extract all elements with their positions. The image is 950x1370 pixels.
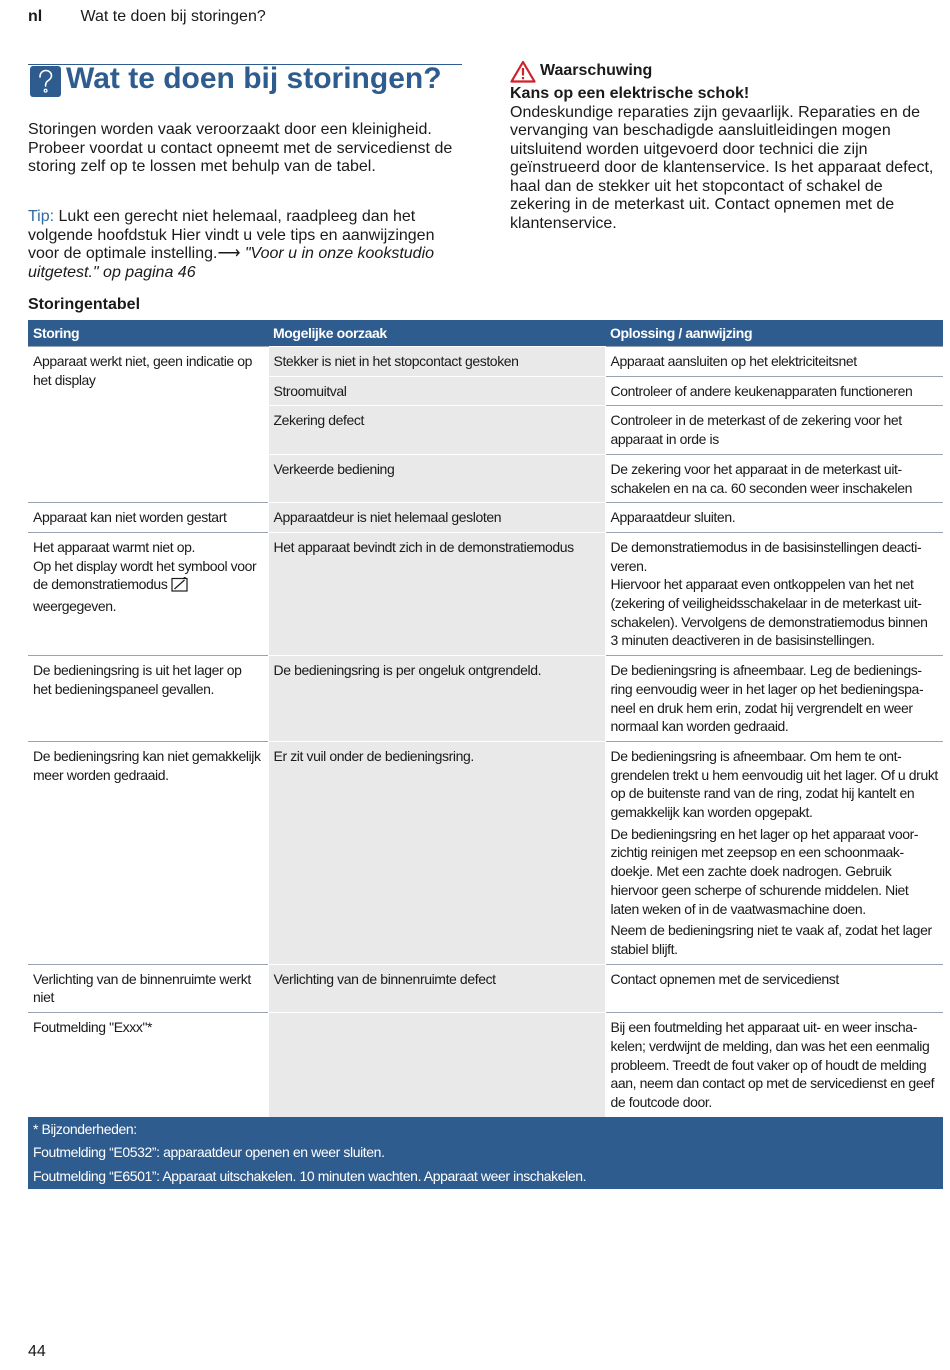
- solution-cell: Apparaat aansluiten op het elektriciteitsnet: [605, 347, 943, 377]
- demo-mode-icon: [171, 577, 188, 597]
- header-section-title: Wat te doen bij storingen?: [80, 8, 266, 25]
- warning-triangle-icon: [510, 60, 536, 83]
- fault-line: Het apparaat warmt niet op.: [33, 538, 195, 555]
- solution-paragraph: Hiervoor het apparaat even ontkoppelen van het net (zekering of veiligheidsschakelaar in de meterkast uitschakelen). Vervolgens de demonstratiemodus binnen 3 minuten deactiveren in de basisinstellingen.: [610, 576, 928, 649]
- column-header-fault: Storing: [28, 320, 268, 347]
- solution-paragraph: Neem de bedieningsring niet te vaak af, zodat het lager stabiel blijft.: [610, 922, 932, 957]
- fault-cell: Apparaat werkt niet, geen indicatie op het display: [28, 347, 268, 503]
- solution-cell: [605, 532, 943, 655]
- tip-text: Lukt een gerecht niet helemaal, raadpleeg dan het volgende hoofdstuk Hier vindt u vele tips en aanwijzingen voor de optimale instelling.: [28, 208, 435, 262]
- solution-cell: [605, 741, 943, 964]
- fault-cell: Verlichting van de binnenruimte werkt niet: [28, 964, 268, 1012]
- solution-cell: Controleer in de meterkast of de zekering voor het apparaat in orde is: [605, 406, 943, 454]
- table-row: [28, 741, 943, 964]
- cause-cell: [268, 1013, 605, 1117]
- fault-cell: De bedieningsring kan niet gemakkelijk meer worden gedraaid.: [28, 741, 268, 964]
- solution-cell: Contact opnemen met de servicedienst: [605, 964, 943, 1012]
- solution-cell: Apparaatdeur sluiten.: [605, 503, 943, 533]
- cause-cell: Zekering defect: [268, 406, 605, 454]
- fault-cell: Apparaat kan niet worden gestart: [28, 503, 268, 533]
- cause-cell: Stekker is niet in het stopcontact gestoken: [268, 347, 605, 377]
- table-title: Storingentabel: [28, 296, 141, 313]
- solution-paragraph: De bedieningsring en het lager op het apparaat voorzichtig reinigen met zeepsop en een schoonmaakdoekje. Met een zachte doek nadrogen. Gebruik hiervoor geen scherpe of schurende middelen. Niet laten weken of in de vaatwasmachine doen.: [610, 825, 919, 917]
- solution-cell: De bedieningsring is afneembaar. Leg de bedieningsring eenvoudig weer in het lager op het bedieningspaneel en druk hem erin, zodat hij vergrendelt en weer normaal kan worden gedraaid.: [605, 656, 943, 742]
- page-number: 44: [28, 1343, 46, 1360]
- solution-cell: Bij een foutmelding het apparaat uit- en weer inschakelen; verdwijnt de melding, dan was het een eenmalig probleem. Treedt de fout vaker op of houdt de melding aan, neem dan contact op met de servicedienst en geef de foutcode door.: [605, 1013, 943, 1117]
- cause-cell: Stroomuitval: [268, 376, 605, 406]
- cause-cell: Het apparaat bevindt zich in de demonstratiemodus: [268, 532, 605, 655]
- table-footnote-row: [28, 1117, 943, 1189]
- column-header-solution: Oplossing / aanwijzing: [605, 320, 943, 347]
- solution-paragraph: De demonstratiemodus in de basisinstellingen deactiveren.: [610, 538, 922, 574]
- language-code: nl: [28, 8, 43, 25]
- fault-line: Op het display wordt het symbool voor de demonstratiemodus weergegeven.: [33, 557, 257, 615]
- table-row: [28, 1013, 943, 1117]
- page-title: Wat te doen bij storingen?: [66, 62, 442, 95]
- table-row: [28, 532, 943, 655]
- fault-cell: De bedieningsring is uit het lager op het bedieningspaneel gevallen.: [28, 656, 268, 742]
- cause-cell: De bedieningsring is per ongeluk ontgrendeld.: [268, 656, 605, 742]
- table-footnote: [28, 1117, 943, 1189]
- table-row: [28, 503, 943, 533]
- fault-cell: Foutmelding "Exxx"*: [28, 1013, 268, 1117]
- cause-cell: Er zit vuil onder de bedieningsring.: [268, 741, 605, 964]
- table-row: [28, 656, 943, 742]
- arrow-icon: ⟶: [217, 245, 241, 262]
- footnote-line: Foutmelding “E6501”: Apparaat uitschakelen. 10 minuten wachten. Apparaat weer inschakelen.: [33, 1168, 587, 1185]
- cause-cell: Apparaatdeur is niet helemaal gesloten: [268, 503, 605, 533]
- footnote-line: Foutmelding “E0532”: apparaatdeur openen en weer sluiten.: [33, 1144, 385, 1161]
- page-reference-link[interactable]: "Voor u in onze kookstudio uitgetest." op pagina 46: [28, 245, 435, 281]
- cause-cell: Verlichting van de binnenruimte defect: [268, 964, 605, 1012]
- warning-text: Ondeskundige reparaties zijn gevaarlijk. Reparaties en de vervanging van beschadigde aansluitleidingen mogen uitsluitend worden uitgevoerd door technici die zijn geïnstrueerd door de klantenservice. Is het apparaat defect, haal dan de stekker uit het stopcontact of schakel de zekering in de meterkast uit. Contact opnemen met de klantenservice.: [510, 103, 934, 232]
- fault-cell: [28, 532, 268, 655]
- column-header-cause: Mogelijke oorzaak: [268, 320, 605, 347]
- warning-box: [510, 60, 942, 233]
- table-header-row: [28, 320, 943, 347]
- warning-heading: Waarschuwing: [540, 62, 653, 80]
- page-header: [28, 8, 266, 26]
- footnote-line: * Bijzonderheden:: [33, 1120, 137, 1137]
- tip-paragraph: [28, 208, 468, 282]
- solution-cell: Controleer of andere keukenapparaten functioneren: [605, 376, 943, 406]
- question-mark-icon: [30, 66, 61, 97]
- tip-label: Tip:: [28, 208, 55, 225]
- fault-table: [28, 320, 943, 1189]
- solution-paragraph: De bedieningsring is afneembaar. Om hem te ontgrendelen trekt u hem eenvoudig uit het lager. Of u drukt op de buitenste rand van de ring, zodat hij kantelt en gemakkelijk kan worden opgepakt.: [610, 747, 938, 821]
- intro-paragraph: Storingen worden vaak veroorzaakt door een kleinigheid. Probeer voordat u contact opneemt met de servicedienst de storing zelf op te lossen met behulp van de tabel.: [28, 121, 453, 175]
- table-row: [28, 964, 943, 1012]
- solution-cell: De zekering voor het apparaat in de meterkast uitschakelen en na ca. 60 seconden weer inschakelen: [605, 454, 943, 502]
- warning-subheading: Kans op een elektrische schok!: [510, 85, 750, 102]
- table-row: [28, 347, 943, 377]
- cause-cell: Verkeerde bediening: [268, 454, 605, 502]
